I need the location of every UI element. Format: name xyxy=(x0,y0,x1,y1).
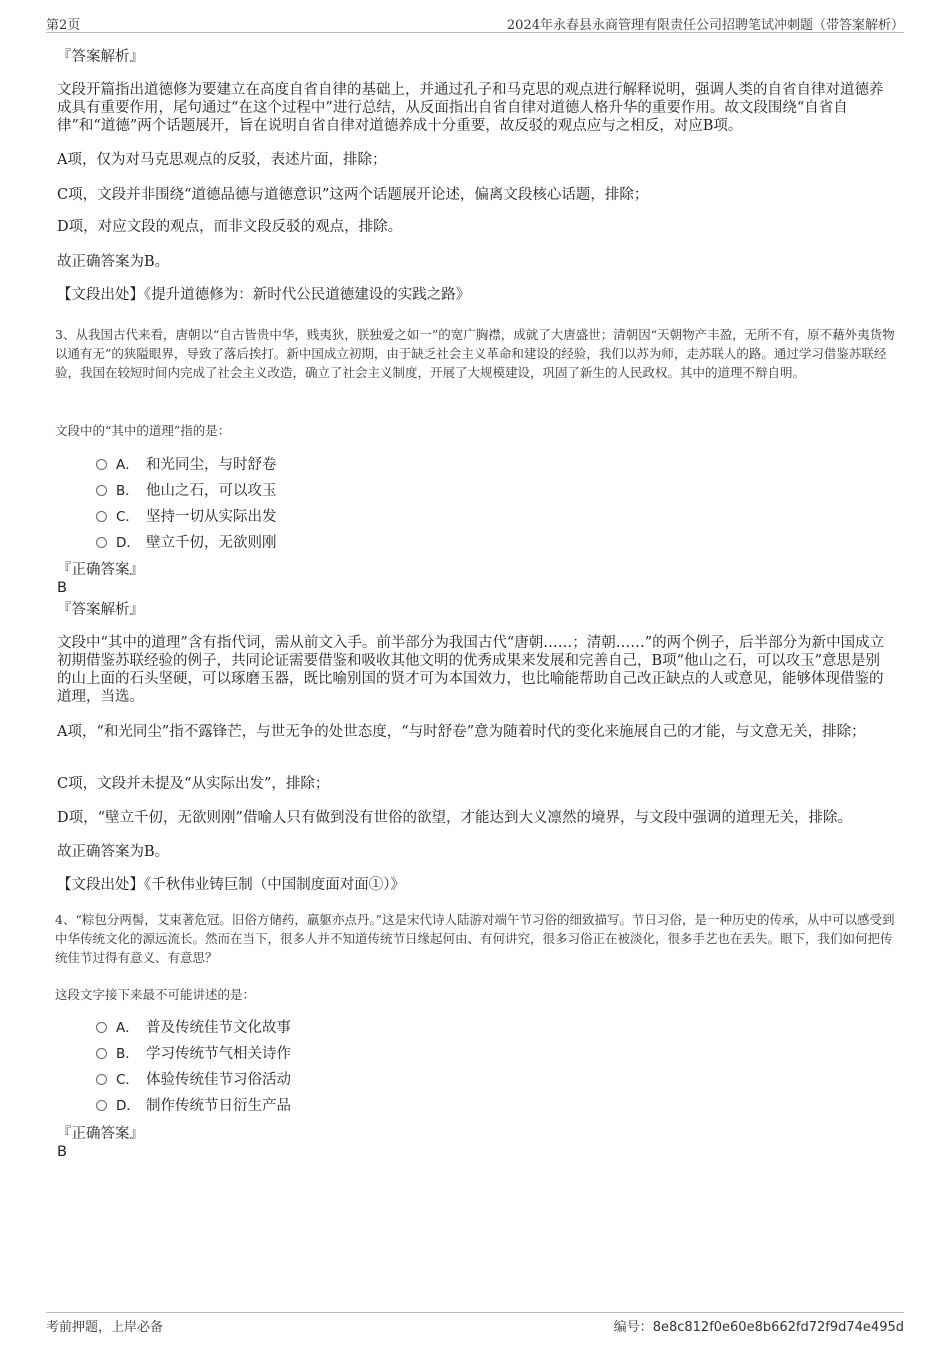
q4-option-a[interactable]: A． 普及传统佳节文化故事 xyxy=(96,1018,291,1038)
source-label: 【文段出处】 xyxy=(57,877,144,893)
q3-option-c[interactable]: C． 坚持一切从实际出发 xyxy=(96,507,277,527)
q3-stem: 3、从我国古代来看，唐朝以“自古皆贵中华，贱夷狄，朕独爱之如一”的宽广胸襟，成就了大唐盛世；清朝因“天朝物产丰盈，无所不有，原不藉外夷货物以通有无”的狭隘眼界，导致了落后挨打。新中国成立初期，由于缺乏社会主义革命和建设的经验，我们以苏为师，走苏联人的路。通过学习借鉴苏联经验，我国在较短时间内完成了社会主义改造，确立了社会主义制度，开展了大规模建设，巩固了新生的人民政权。其中的道理不辩自明。 xyxy=(55,327,895,380)
q4-option-b[interactable]: B． 学习传统节气相关诗作 xyxy=(96,1044,291,1064)
page-number: 第2页 xyxy=(46,18,81,33)
q3-conclusion: 故正确答案为B。 xyxy=(57,844,170,860)
q4-question: 这段文字接下来最不可能讲述的是： xyxy=(55,987,256,1002)
q2-option-d-analysis: D项，对应文段的观点，而非文段反驳的观点，排除。 xyxy=(57,219,403,235)
radio-icon[interactable] xyxy=(96,537,107,548)
q2-option-c-analysis: C项，文段并非围绕“道德品德与道德意识”这两个话题展开论述，偏离文段核心话题，排除； xyxy=(57,187,649,203)
source-label: 【文段出处】 xyxy=(57,287,144,303)
q3-option-a-analysis: A项，“和光同尘”指不露锋芒，与世无争的处世态度，“与时舒卷”意为随着时代的变化来施展自己的才能，与文意无关，排除； xyxy=(57,724,866,740)
document-title: 2024年永春县永商管理有限责任公司招聘笔试冲刺题（带答案解析） xyxy=(506,18,904,33)
correct-answer-label: 『正确答案』 xyxy=(57,1126,144,1142)
q4-stem: 4、“粽包分两髻，艾束著危冠。旧俗方储药，羸躯亦点丹。”这是宋代诗人陆游对端午节习俗的细致描写。节日习俗，是一种历史的传承，从中可以感受到中华传统文化的源远流长。然而在当下，很多人并不知道传统节日缘起何由、有何讲究，很多习俗正在被淡化，很多手艺也在丢失。眼下，我们如何把传统佳节过得有意义、有意思？ xyxy=(55,912,895,965)
page-footer xyxy=(46,1312,904,1335)
q3-option-d-analysis: D项，“壁立千仞，无欲则刚”借喻人只有做到没有世俗的欲望，才能达到大义凛然的境界，与文段中强调的道理无关，排除。 xyxy=(57,810,852,826)
q4-answer: B xyxy=(57,1144,67,1160)
q3-option-a[interactable]: A． 和光同尘，与时舒卷 xyxy=(96,455,277,475)
source-title: 《提升道德修为：新时代公民道德建设的实践之路》 xyxy=(144,287,471,303)
q2-source xyxy=(57,286,887,304)
q2-analysis: 文段开篇指出道德修为要建立在高度自省自律的基础上，并通过孔子和马克思的观点进行解释说明，强调人类的自省自律对道德养成具有重要作用，尾句通过“在这个过程中”进行总结，从反面指出自省自律对道德人格升华的重要作用。故文段围绕“自省自律”和“道德”两个话题展开，旨在说明自省自律对道德养成十分重要，故反驳的观点应与之相反，对应B项。 xyxy=(57,82,884,134)
q4-option-d[interactable]: D． 制作传统节日衍生产品 xyxy=(96,1096,291,1116)
q3-answer: B xyxy=(57,580,67,596)
analysis-label: 『答案解析』 xyxy=(57,49,144,65)
q3-analysis: 文段中“其中的道理”含有指代词，需从前文入手。前半部分为我国古代“唐朝……；清朝……”的两个例子，后半部分为新中国成立初期借鉴苏联经验的例子，共同论证需要借鉴和吸收其他文明的优秀成果来发展和完善自己，B项“他山之石，可以攻玉”意思是别的山上面的石头坚硬，可以琢磨玉器，既比喻别国的贤才可为本国效力，也比喻能帮助自己改正缺点的人或意见，能够体现借鉴的道理，当选。 xyxy=(57,635,885,705)
radio-icon[interactable] xyxy=(96,459,107,470)
radio-icon[interactable] xyxy=(96,511,107,522)
q3-option-b[interactable]: B． 他山之石，可以攻玉 xyxy=(96,481,277,501)
q3-option-d[interactable]: D． 壁立千仞，无欲则刚 xyxy=(96,533,277,553)
radio-icon[interactable] xyxy=(96,485,107,496)
radio-icon[interactable] xyxy=(96,1100,107,1111)
q2-option-a-analysis: A项，仅为对马克思观点的反驳，表述片面，排除； xyxy=(57,152,387,168)
radio-icon[interactable] xyxy=(96,1048,107,1059)
document-code: 编号：8e8c812f0e60e8b662fd72f9d74e495d xyxy=(613,1320,904,1335)
footer-slogan: 考前押题，上岸必备 xyxy=(46,1320,164,1335)
radio-icon[interactable] xyxy=(96,1074,107,1085)
page-header xyxy=(46,12,904,33)
q2-conclusion: 故正确答案为B。 xyxy=(57,254,170,270)
q3-question: 文段中的“其中的道理”指的是： xyxy=(55,423,231,438)
q3-option-c-analysis: C项，文段并未提及“从实际出发”，排除； xyxy=(57,776,330,792)
source-title: 《千秋伟业铸巨制（中国制度面对面①）》 xyxy=(144,877,405,893)
q4-option-c[interactable]: C． 体验传统佳节习俗活动 xyxy=(96,1070,291,1090)
radio-icon[interactable] xyxy=(96,1022,107,1033)
correct-answer-label: 『正确答案』 xyxy=(57,562,144,578)
q3-source xyxy=(57,876,887,894)
analysis-label: 『答案解析』 xyxy=(57,602,144,618)
